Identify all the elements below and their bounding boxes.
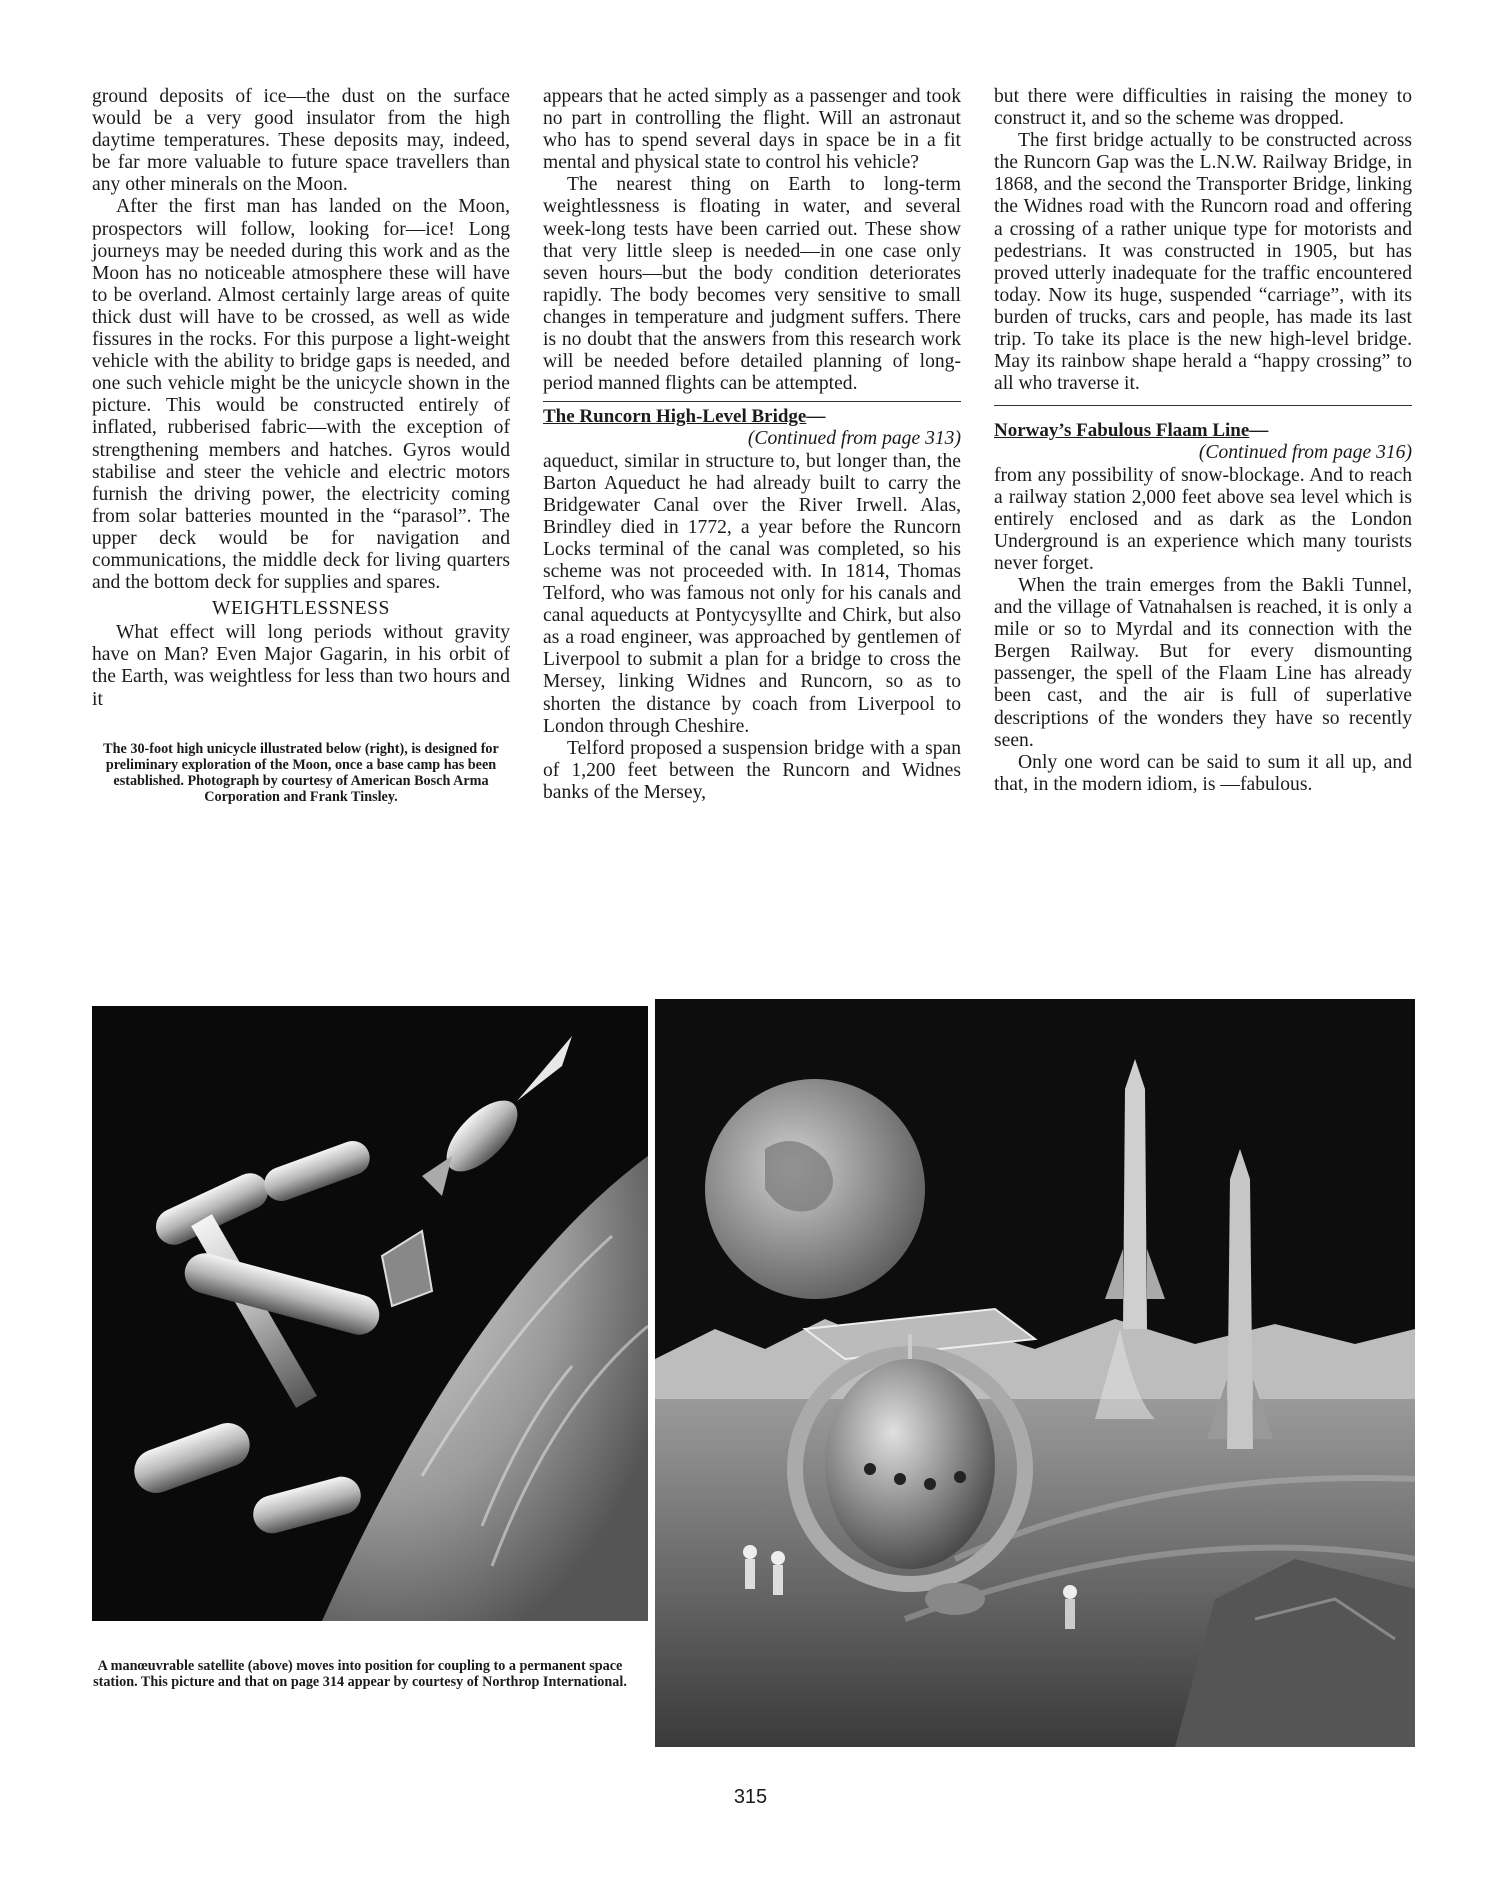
column-3 xyxy=(994,86,1412,796)
section-divider xyxy=(543,401,961,402)
paragraph: When the train emerges from the Bakli Tunnel, and the village of Vatnahalsen is reached, it is only a mile or so to Myrdal and its connection with the Bergen Railway. But for every dismounting passenger, the spell of the Flaam Line has already been cast, and the air is full of superlative descriptions of the wonders they have so recently seen. xyxy=(994,574,1412,751)
paragraph: aqueduct, similar in structure to, but longer than, the Barton Aqueduct he had already built to carry the Bridgewater Canal over the River Irwell. Alas, Brindley died in 1772, a year before the Runcorn Locks terminal of the canal was completed, so his scheme was not proceeded with. In 1814, Thomas Telford, who was famous not only for his canals and canal aqueducts at Pontycysyllte and Chirk, but also as a road engineer, was approached by gentlemen of Liverpool to submit a plan for a bridge to cross the Mersey, linking Widnes and Runcorn, so as to shorten the distance by coach from Liverpool to London through Cheshire. xyxy=(543,450,961,737)
column-2 xyxy=(543,86,961,804)
section-divider xyxy=(994,405,1412,406)
paragraph: The first bridge actually to be constructed across the Runcorn Gap was the L.N.W. Railway Bridge, in 1868, and the second the Transporter Bridge, linking the Widnes road with the Runcorn road and offering a crossing of a rather unique type for motorists and pedestrians. It was constructed in 1905, but has proved utterly inadequate for the traffic encountered today. Now its huge, suspended “carriage”, with its burden of trucks, cars and people, has made its last trip. To take its place is the new high-level bridge. May its rainbow shape herald a “happy crossing” to all who traverse it. xyxy=(994,130,1412,395)
section-title-text: Norway’s Fabulous Flaam Line xyxy=(994,420,1250,442)
satellite-caption: A manœuvrable satellite (above) moves into position for coupling to a permanent space station. This picture and that on page 314 appear by courtesy of Northrop International. xyxy=(93,1658,627,1690)
lunar-unicycle-illustration xyxy=(655,999,1415,1747)
page-number: 315 xyxy=(733,1786,768,1808)
section-heading-weightlessness: WEIGHTLESSNESS xyxy=(212,598,390,620)
unicycle-caption: The 30-foot high unicycle illustrated below (right), is designed for preliminary exploration of the Moon, once a base camp has been established. Photograph by courtesy of American Bosch Arma Corporation and Frank Tinsley. xyxy=(103,740,499,805)
section-title-text: The Runcorn High-Level Bridge xyxy=(543,406,807,428)
paragraph: The nearest thing on Earth to long-term weightlessness is floating in water, and several week-long tests have been carried out. These show that very little sleep is needed—in one case only seven hours—but the body condition deteriorates rapidly. The body becomes very sensitive to small changes in temperature and judgment suffers. There is no doubt that the answers from this research work will be needed before detailed planning of long-period manned flights can be attempted. xyxy=(543,174,961,395)
space-station-illustration xyxy=(92,1006,648,1621)
paragraph: After the first man has landed on the Moon, prospectors will follow, looking for—ice! Long journeys may be needed during this work and as the Moon has no noticeable atmosphere these will have to be overland. Almost certainly large areas of quite thick dust will have to be crossed, as well as wide fissures in the rocks. For this purpose a light-weight vehicle with the ability to bridge gaps is needed, and one such vehicle might be the unicycle shown in the picture. This would be constructed entirely of inflated, rubberised fabric—with the exception of strengthening members and hatches. Gyros would stabilise and steer the vehicle and electric motors furnish the driving power, the electricity coming from solar batteries mounted in the “parasol”. The upper deck would be for navigation and communications, the middle deck for living quarters and the bottom deck for supplies and spares. xyxy=(92,196,510,594)
section-title-dash: — xyxy=(1249,420,1269,442)
section-title-dash: — xyxy=(806,406,826,428)
space-station-drawing xyxy=(92,1006,648,1621)
section-title-runcorn xyxy=(543,406,961,428)
continued-note: (Continued from page 316) xyxy=(1198,442,1412,464)
continued-note: (Continued from page 313) xyxy=(747,428,961,450)
column-1 xyxy=(92,86,510,805)
lunar-unicycle-drawing xyxy=(655,999,1415,1747)
paragraph: What effect will long periods without gravity have on Man? Even Major Gagarin, in his orbit of the Earth, was weightless for less than two hours and it xyxy=(92,622,510,710)
paragraph: Only one word can be said to sum it all up, and that, in the modern idiom, is —fabulous. xyxy=(994,751,1412,795)
section-title-flaam xyxy=(994,420,1412,442)
paragraph: Telford proposed a suspension bridge with a span of 1,200 feet between the Runcorn and Widnes banks of the Mersey, xyxy=(543,737,961,803)
paragraph: from any possibility of snow-blockage. And to reach a railway station 2,000 feet above sea level which is entirely enclosed and as dark as the London Underground is an experience which many tourists never forget. xyxy=(994,464,1412,574)
paragraph: appears that he acted simply as a passenger and took no part in controlling the flight. Will an astronaut who has to spend several days in space be in a fit mental and physical state to control his vehicle? xyxy=(543,86,961,174)
paragraph: but there were difficulties in raising the money to construct it, and so the scheme was dropped. xyxy=(994,86,1412,130)
paragraph: ground deposits of ice—the dust on the surface would be a very good insulator from the high daytime temperatures. These deposits may, indeed, be far more valuable to future space travellers than any other minerals on the Moon. xyxy=(92,86,510,196)
